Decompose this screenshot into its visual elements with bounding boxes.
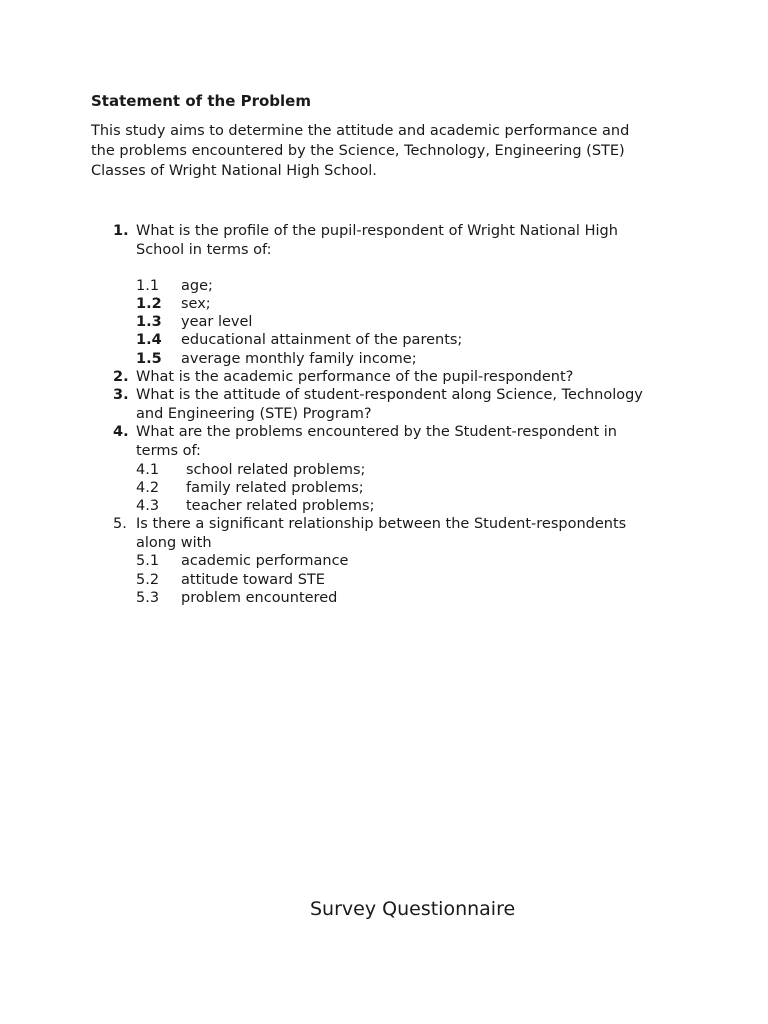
- sub-item-number: 5.1: [136, 553, 160, 569]
- intro-line-1: This study aims to determine the attitude and academic performance and: [91, 123, 630, 139]
- question-5-line-1: Is there a significant relationship between the Student-respondents: [136, 516, 627, 532]
- question-3-line-1: What is the attitude of student-respondent along Science, Technology: [136, 387, 643, 403]
- sub-item-text: year level: [181, 314, 253, 330]
- sub-item-text: attitude toward STE: [181, 572, 325, 588]
- sub-item-text: sex;: [181, 296, 211, 312]
- sub-item-number: 1.5: [136, 351, 162, 367]
- question-3-line-2: and Engineering (STE) Program?: [136, 406, 372, 422]
- sub-item-number: 4.1: [136, 462, 160, 478]
- question-2-line-1: What is the academic performance of the pupil-respondent?: [136, 369, 574, 385]
- sub-item-number: 5.3: [136, 590, 160, 606]
- sub-item-number: 1.4: [136, 332, 162, 348]
- question-2-number: 2.: [113, 369, 129, 385]
- question-4-number: 4.: [113, 424, 129, 440]
- survey-questionnaire-title: Survey Questionnaire: [310, 898, 516, 920]
- question-4-line-2: terms of:: [136, 443, 201, 459]
- question-5-line-2: along with: [136, 535, 212, 551]
- sub-item-number: 1.1: [136, 278, 160, 294]
- question-1-line-1: What is the profile of the pupil-respondent of Wright National High: [136, 223, 618, 239]
- sub-item-text: age;: [181, 278, 213, 294]
- question-1-number: 1.: [113, 223, 129, 239]
- question-4-line-1: What are the problems encountered by the Student-respondent in: [136, 424, 617, 440]
- sub-item-number: 4.2: [136, 480, 160, 496]
- sub-item-text: educational attainment of the parents;: [181, 332, 463, 348]
- section-heading: Statement of the Problem: [91, 92, 311, 110]
- sub-item-number: 1.3: [136, 314, 162, 330]
- question-1-line-2: School in terms of:: [136, 242, 272, 258]
- sub-item-text: average monthly family income;: [181, 351, 417, 367]
- sub-item-text: school related problems;: [186, 462, 366, 478]
- question-5-number: 5.: [113, 516, 127, 532]
- sub-item-number: 1.2: [136, 296, 162, 312]
- intro-line-3: Classes of Wright National High School.: [91, 163, 377, 179]
- sub-item-text: academic performance: [181, 553, 349, 569]
- sub-item-number: 5.2: [136, 572, 160, 588]
- question-3-number: 3.: [113, 387, 129, 403]
- sub-item-text: family related problems;: [186, 480, 364, 496]
- intro-line-2: the problems encountered by the Science, Technology, Engineering (STE): [91, 143, 625, 159]
- sub-item-text: teacher related problems;: [186, 498, 375, 514]
- sub-item-number: 4.3: [136, 498, 160, 514]
- sub-item-text: problem encountered: [181, 590, 338, 606]
